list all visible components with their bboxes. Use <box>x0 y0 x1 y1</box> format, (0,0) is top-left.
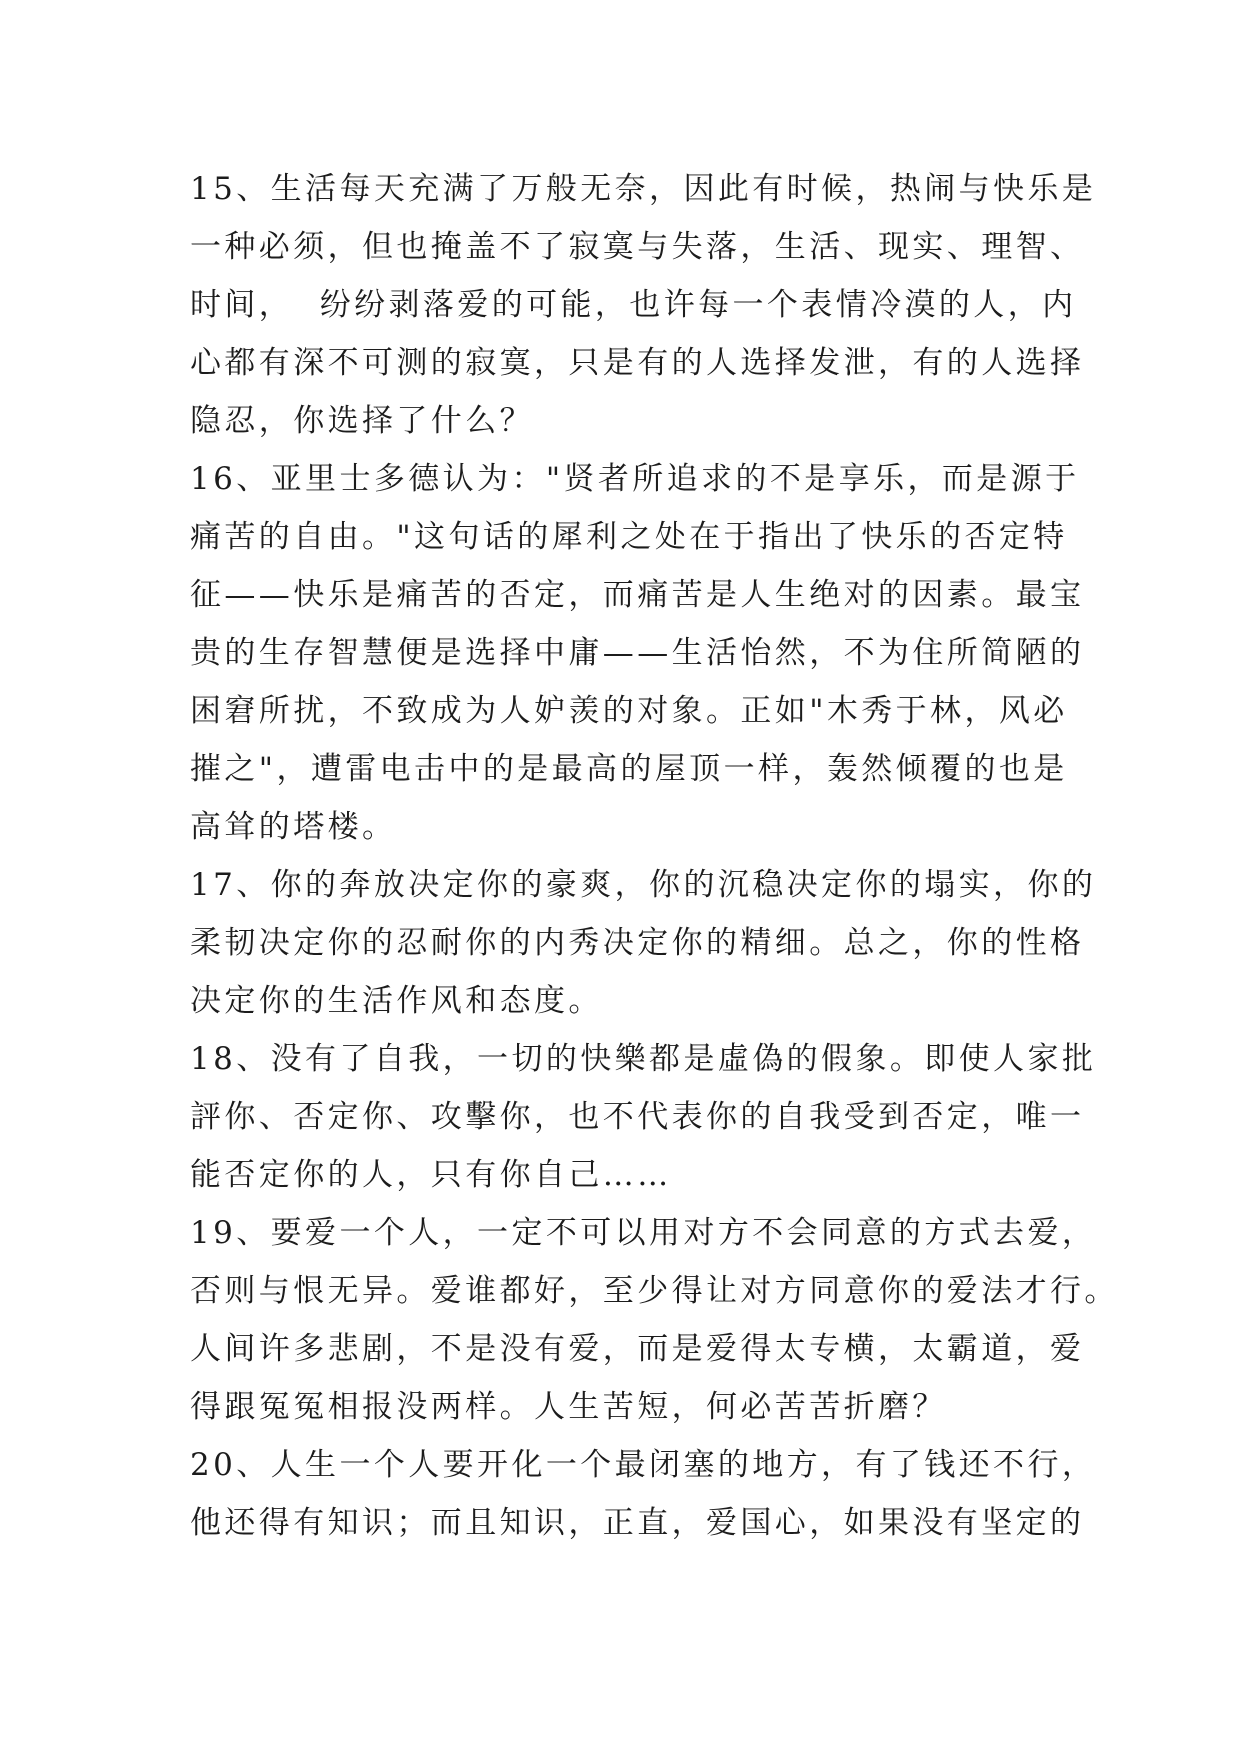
text-line: 时间， 纷纷剥落爱的可能，也许每一个表情冷漠的人，内 <box>190 287 1077 323</box>
text-line: 能否定你的人，只有你自己…… <box>190 1157 672 1193</box>
text-line: 贵的生存智慧便是选择中庸——生活怡然，不为住所简陋的 <box>190 635 1085 671</box>
text-line: 一种必须，但也掩盖不了寂寞与失落，生活、现实、理智、 <box>190 229 1085 265</box>
text-line: 15、生活每天充满了万般无奈，因此有时候，热闹与快乐是 <box>190 171 1097 207</box>
text-line: 17、你的奔放决定你的豪爽，你的沉稳决定你的塌实，你的 <box>190 867 1097 903</box>
text-line: 困窘所扰，不致成为人妒羡的对象。正如"木秀于林，风必 <box>190 693 1068 729</box>
text-line: 隐忍，你选择了什么？ <box>190 403 534 439</box>
text-line: 征——快乐是痛苦的否定，而痛苦是人生绝对的因素。最宝 <box>190 577 1085 613</box>
text-line: 柔韧决定你的忍耐你的内秀决定你的精细。总之，你的性格 <box>190 925 1085 961</box>
text-line: 否则与恨无异。爱谁都好，至少得让对方同意你的爱法才行。 <box>190 1273 1119 1309</box>
text-line: 高耸的塔楼。 <box>190 809 397 845</box>
text-line: 20、人生一个人要开化一个最闭塞的地方，有了钱还不行， <box>190 1447 1097 1483</box>
text-line: 19、要爱一个人，一定不可以用对方不会同意的方式去爱， <box>190 1215 1097 1251</box>
text-line: 得跟冤冤相报没两样。人生苦短，何必苦苦折磨？ <box>190 1389 947 1425</box>
text-line: 决定你的生活作风和态度。 <box>190 983 603 1019</box>
text-line: 痛苦的自由。"这句话的犀利之处在于指出了快乐的否定特 <box>190 519 1068 555</box>
text-line: 摧之"，遭雷电击中的是最高的屋顶一样，轰然倾覆的也是 <box>190 751 1068 787</box>
text-line: 18、没有了自我，一切的快樂都是虛偽的假象。即使人家批 <box>190 1041 1097 1077</box>
document-body <box>190 160 1119 1552</box>
text-line: 心都有深不可测的寂寞，只是有的人选择发泄，有的人选择 <box>190 345 1085 381</box>
text-line: 16、亚里士多德认为："贤者所追求的不是享乐，而是源于 <box>190 461 1080 497</box>
text-line: 他还得有知识；而且知识，正直，爱国心，如果没有坚定的 <box>190 1505 1085 1541</box>
text-line: 人间许多悲剧，不是没有爱，而是爱得太专横，太霸道，爱 <box>190 1331 1085 1367</box>
text-line: 評你、否定你、攻擊你，也不代表你的自我受到否定，唯一 <box>190 1099 1085 1135</box>
